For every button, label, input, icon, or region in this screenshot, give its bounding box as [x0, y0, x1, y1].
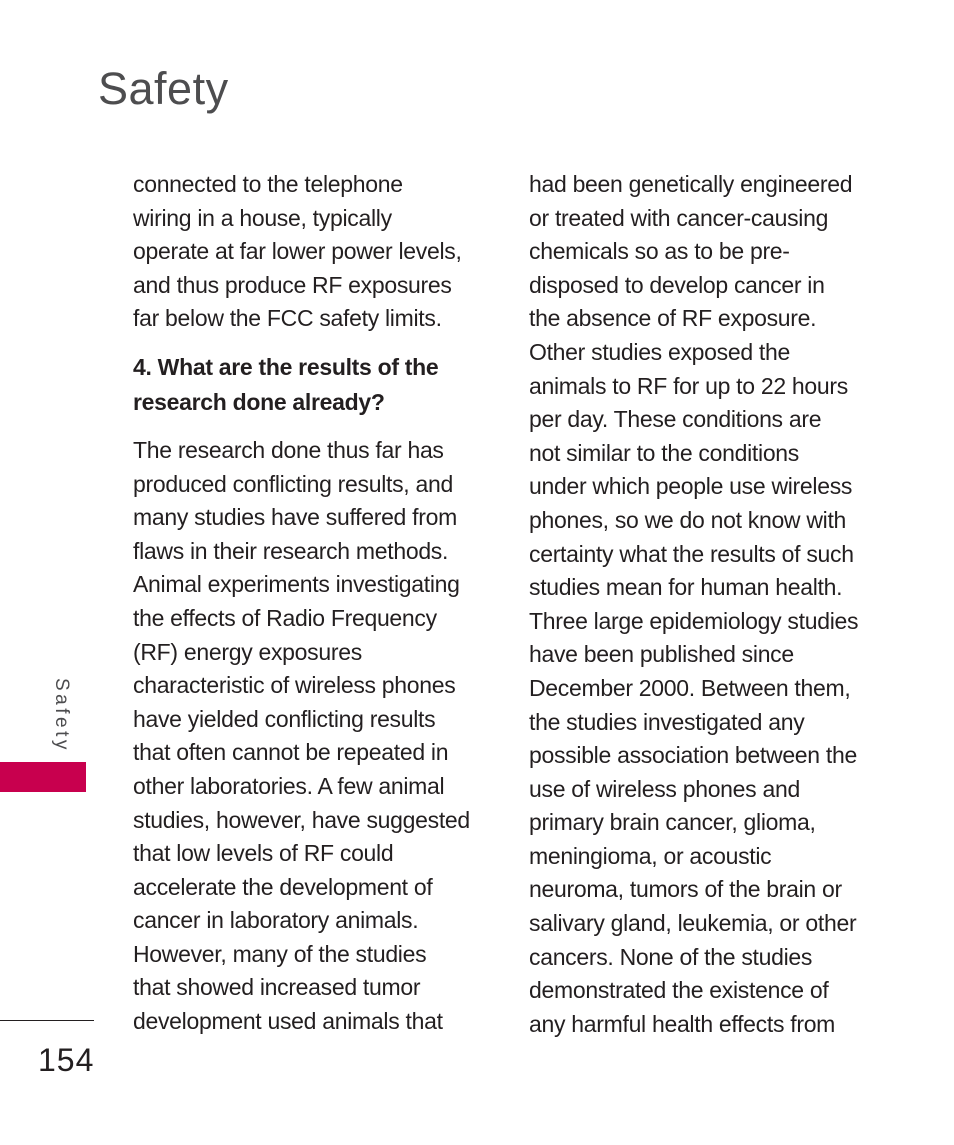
text-line: characteristic of wireless phones: [133, 672, 456, 699]
continued-paragraph: [529, 168, 881, 1041]
text-line: salivary gland, leukemia, or other: [529, 910, 857, 937]
text-line: connected to the telephone: [133, 171, 403, 197]
text-line: or treated with cancer-causing: [529, 204, 829, 231]
section-tab-marker: [0, 762, 86, 792]
text-line: disposed to develop cancer in: [529, 271, 825, 298]
text-line: meningioma, or acoustic: [529, 842, 772, 869]
text-line: December 2000. Between them,: [529, 674, 851, 701]
text-line: have been published since: [529, 641, 794, 668]
text-line: and thus produce RF exposures: [133, 271, 452, 298]
left-column: [133, 168, 483, 1039]
text-line: accelerate the development of: [133, 873, 433, 900]
text-line: have yielded conflicting results: [133, 705, 436, 732]
text-line: any harmful health effects from: [529, 1010, 836, 1037]
text-line: possible association between the: [529, 742, 857, 769]
heading-line: research done already?: [133, 388, 385, 415]
text-line: that often cannot be repeated in: [133, 739, 449, 766]
text-line: cancers. None of the studies: [529, 943, 813, 970]
text-line: produced conflicting results, and: [133, 470, 453, 497]
text-line: studies mean for human health.: [529, 574, 843, 601]
text-line: operate at far lower power levels,: [133, 238, 462, 265]
text-line: not similar to the conditions: [529, 439, 799, 466]
text-line: use of wireless phones and: [529, 775, 800, 802]
text-line: development used animals that: [133, 1008, 443, 1035]
text-line: neuroma, tumors of the brain or: [529, 876, 842, 903]
text-line: far below the FCC safety limits.: [133, 305, 442, 332]
text-line: the absence of RF exposure.: [529, 305, 817, 332]
section-side-label: Safety: [51, 678, 72, 753]
page-number: 154: [38, 1042, 95, 1078]
text-line: studies, however, have suggested: [133, 806, 470, 833]
intro-paragraph: [133, 168, 483, 336]
text-line: animals to RF for up to 22 hours: [529, 372, 848, 399]
text-line: other laboratories. A few animal: [133, 772, 445, 799]
page-title: Safety: [98, 63, 229, 114]
text-line: Other studies exposed the: [529, 338, 790, 365]
text-line: under which people use wireless: [529, 473, 853, 500]
text-line: had been genetically engineered: [529, 171, 853, 197]
text-line: many studies have suffered from: [133, 504, 457, 531]
text-line: the effects of Radio Frequency: [133, 604, 437, 631]
text-line: Animal experiments investigating: [133, 571, 460, 598]
text-line: phones, so we do not know with: [529, 506, 847, 533]
footer-divider: [0, 1020, 94, 1021]
text-line: (RF) energy exposures: [133, 638, 362, 665]
text-line: that low levels of RF could: [133, 840, 394, 867]
text-line: that showed increased tumor: [133, 974, 421, 1001]
text-line: Three large epidemiology studies: [529, 607, 859, 634]
text-line: per day. These conditions are: [529, 406, 822, 433]
text-line: certainty what the results of such: [529, 540, 854, 567]
research-paragraph: [133, 434, 483, 1039]
text-line: cancer in laboratory animals.: [133, 907, 419, 934]
section-heading: [133, 350, 483, 420]
text-line: demonstrated the existence of: [529, 977, 829, 1004]
text-line: primary brain cancer, glioma,: [529, 809, 816, 836]
text-line: wiring in a house, typically: [133, 204, 392, 231]
text-line: flaws in their research methods.: [133, 537, 449, 564]
text-line: However, many of the studies: [133, 940, 427, 967]
text-line: the studies investigated any: [529, 708, 805, 735]
text-line: chemicals so as to be pre-: [529, 238, 790, 265]
right-column: [529, 168, 881, 1041]
heading-line: 4. What are the results of the: [133, 353, 439, 380]
text-line: The research done thus far has: [133, 436, 444, 463]
